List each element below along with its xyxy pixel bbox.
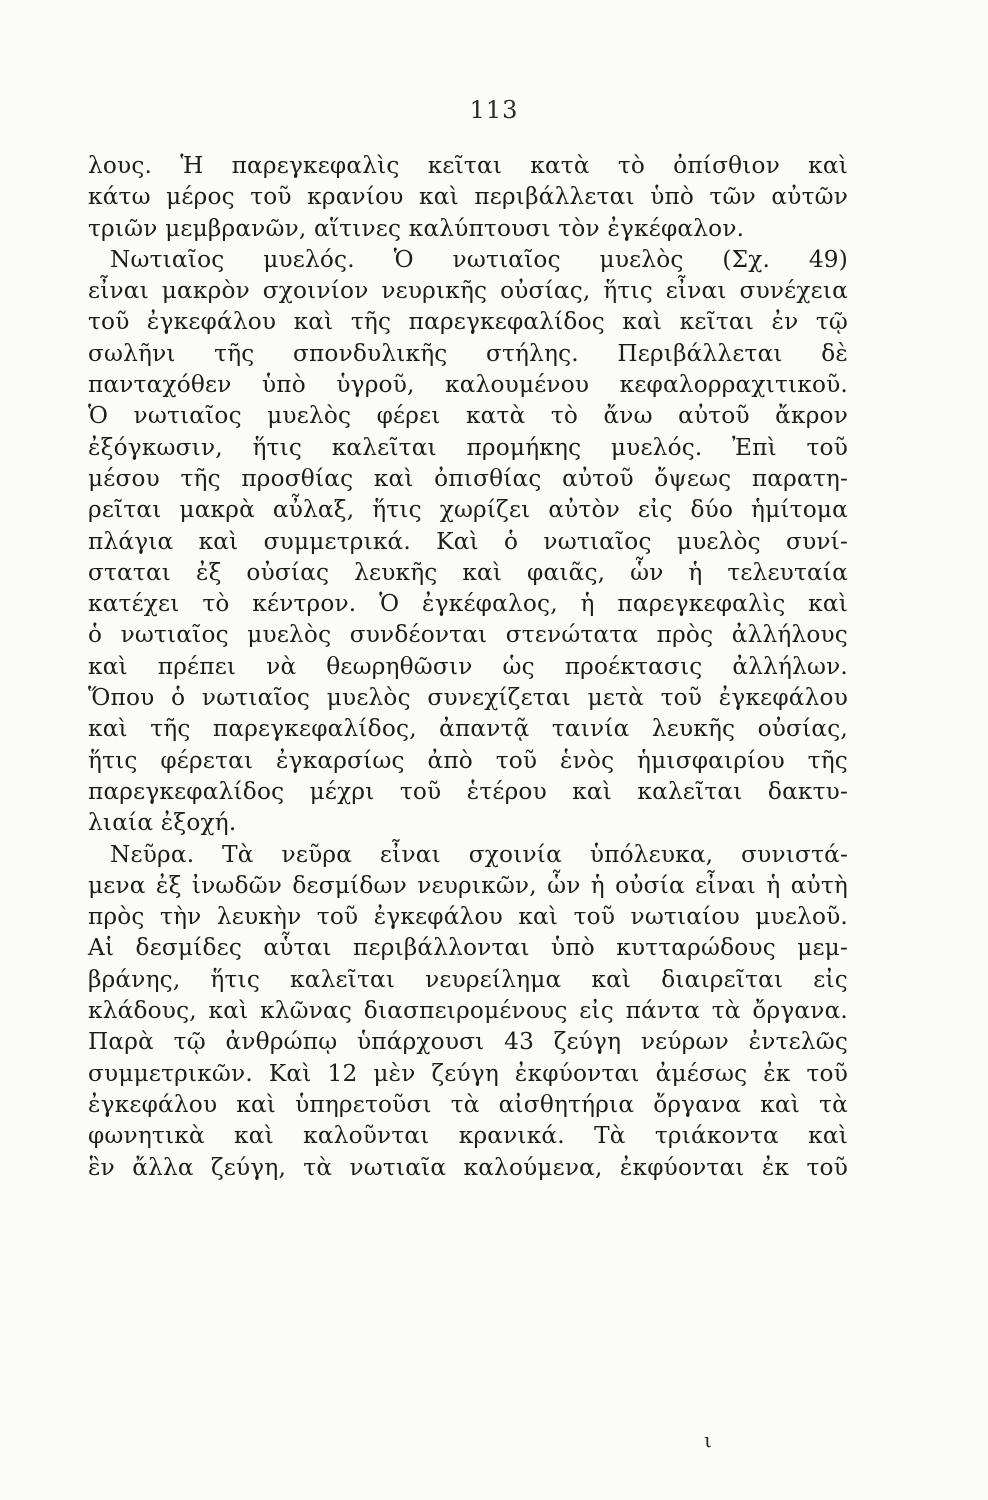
text-line: ὁ νωτιαῖος μυελὸς συνδέονται στενώτατα πρὸς ἀλλήλους xyxy=(88,621,848,649)
text-line: συμμετρικῶν. Καὶ 12 μὲν ζεύγη ἐκφύονται ἀμέσως ἐκ τοῦ xyxy=(88,1059,848,1087)
text-line: σταται ἐξ οὐσίας λευκῆς καὶ φαιᾶς, ὧν ἡ τελευταία xyxy=(88,558,848,586)
text-line: κλάδους, καὶ κλῶνας διασπειρομένους εἰς πάντα τὰ ὄργανα. xyxy=(88,997,848,1025)
text-line: πλάγια καὶ συμμετρικά. Καὶ ὁ νωτιαῖος μυελὸς συνί- xyxy=(88,527,848,555)
text-line: βράνης, ἥτις καλεῖται νευρείλημα καὶ διαιρεῖται εἰς xyxy=(88,965,848,993)
body-text xyxy=(88,150,848,1183)
printer-signature-mark: ι xyxy=(704,1428,712,1452)
text-line: πρὸς τὴν λευκὴν τοῦ ἐγκεφάλου καὶ τοῦ νωτιαίου μυελοῦ. xyxy=(88,903,848,931)
text-line: παρεγκεφαλίδος μέχρι τοῦ ἑτέρου καὶ καλεῖται δακτυ- xyxy=(88,777,848,805)
text-line: τριῶν μεμβρανῶν, αἵτινες καλύπτουσι τὸν ἐγκέφαλον. xyxy=(88,214,745,242)
text-line: σωλῆνι τῆς σπονδυλικῆς στήλης. Περιβάλλεται δὲ xyxy=(88,339,848,367)
text-line: καὶ τῆς παρεγκεφαλίδος, ἀπαντᾷ ταινία λευκῆς οὐσίας, xyxy=(88,715,848,743)
text-line: ἓν ἄλλα ζεύγη, τὰ νωτιαῖα καλούμενα, ἐκφύονται ἐκ τοῦ xyxy=(88,1153,848,1181)
text-line: Ὅπου ὁ νωτιαῖος μυελὸς συνεχίζεται μετὰ τοῦ ἐγκεφάλου xyxy=(88,684,848,712)
text-line: Παρὰ τῷ ἀνθρώπῳ ὑπάρχουσι 43 ζεύγη νεύρων ἐντελῶς xyxy=(88,1028,848,1056)
text-line: εἶναι μακρὸν σχοινίον νευρικῆς οὐσίας, ἥτις εἶναι συνέχεια xyxy=(88,277,848,305)
text-line: Ὁ νωτιαῖος μυελὸς φέρει κατὰ τὸ ἄνω αὐτοῦ ἄκρον xyxy=(88,402,848,430)
text-line: πανταχόθεν ὑπὸ ὑγροῦ, καλουμένου κεφαλορραχιτικοῦ. xyxy=(88,371,848,399)
text-line: καὶ πρέπει νὰ θεωρηθῶσιν ὡς προέκτασις ἀλλήλων. xyxy=(88,652,848,680)
text-line: κατέχει τὸ κέντρον. Ὁ ἐγκέφαλος, ἡ παρεγκεφαλὶς καὶ xyxy=(88,590,848,618)
text-line: φωνητικὰ καὶ καλοῦνται κρανικά. Τὰ τριάκοντα καὶ xyxy=(88,1122,848,1150)
text-line: λιαία ἐξοχή. xyxy=(88,809,237,837)
text-line: Νεῦρα. Τὰ νεῦρα εἶναι σχοινία ὑπόλευκα, συνιστά- xyxy=(110,840,848,868)
text-line: ἐξόγκωσιν, ἥτις καλεῖται προμήκης μυελός. Ἐπὶ τοῦ xyxy=(88,433,848,461)
text-line: μενα ἐξ ἰνωδῶν δεσμίδων νευρικῶν, ὧν ἡ οὐσία εἶναι ἡ αὐτὴ xyxy=(88,871,848,899)
page-number: 113 xyxy=(469,96,519,124)
text-line: λους. Ἡ παρεγκεφαλὶς κεῖται κατὰ τὸ ὀπίσθιον καὶ xyxy=(88,152,848,179)
text-line: κάτω μέρος τοῦ κρανίου καὶ περιβάλλεται ὑπὸ τῶν αὐτῶν xyxy=(88,183,848,211)
text-line: Νωτιαῖος μυελός. Ὁ νωτιαῖος μυελὸς (Σχ. 49) xyxy=(110,245,848,273)
text-line: τοῦ ἐγκεφάλου καὶ τῆς παρεγκεφαλίδος καὶ κεῖται ἐν τῷ xyxy=(88,308,848,336)
text-line: ἥτις φέρεται ἐγκαρσίως ἀπὸ τοῦ ἑνὸς ἡμισφαιρίου τῆς xyxy=(88,746,848,774)
text-line: ἐγκεφάλου καὶ ὑπηρετοῦσι τὰ αἰσθητήρια ὄργανα καὶ τὰ xyxy=(88,1090,848,1118)
text-line: Αἱ δεσμίδες αὗται περιβάλλονται ὑπὸ κυτταρώδους μεμ- xyxy=(88,934,848,962)
text-line: ρεῖται μακρὰ αὖλαξ, ἥτις χωρίζει αὐτὸν εἰς δύο ἡμίτομα xyxy=(88,496,848,524)
text-line: μέσου τῆς προσθίας καὶ ὀπισθίας αὐτοῦ ὄψεως παρατη- xyxy=(88,464,848,492)
